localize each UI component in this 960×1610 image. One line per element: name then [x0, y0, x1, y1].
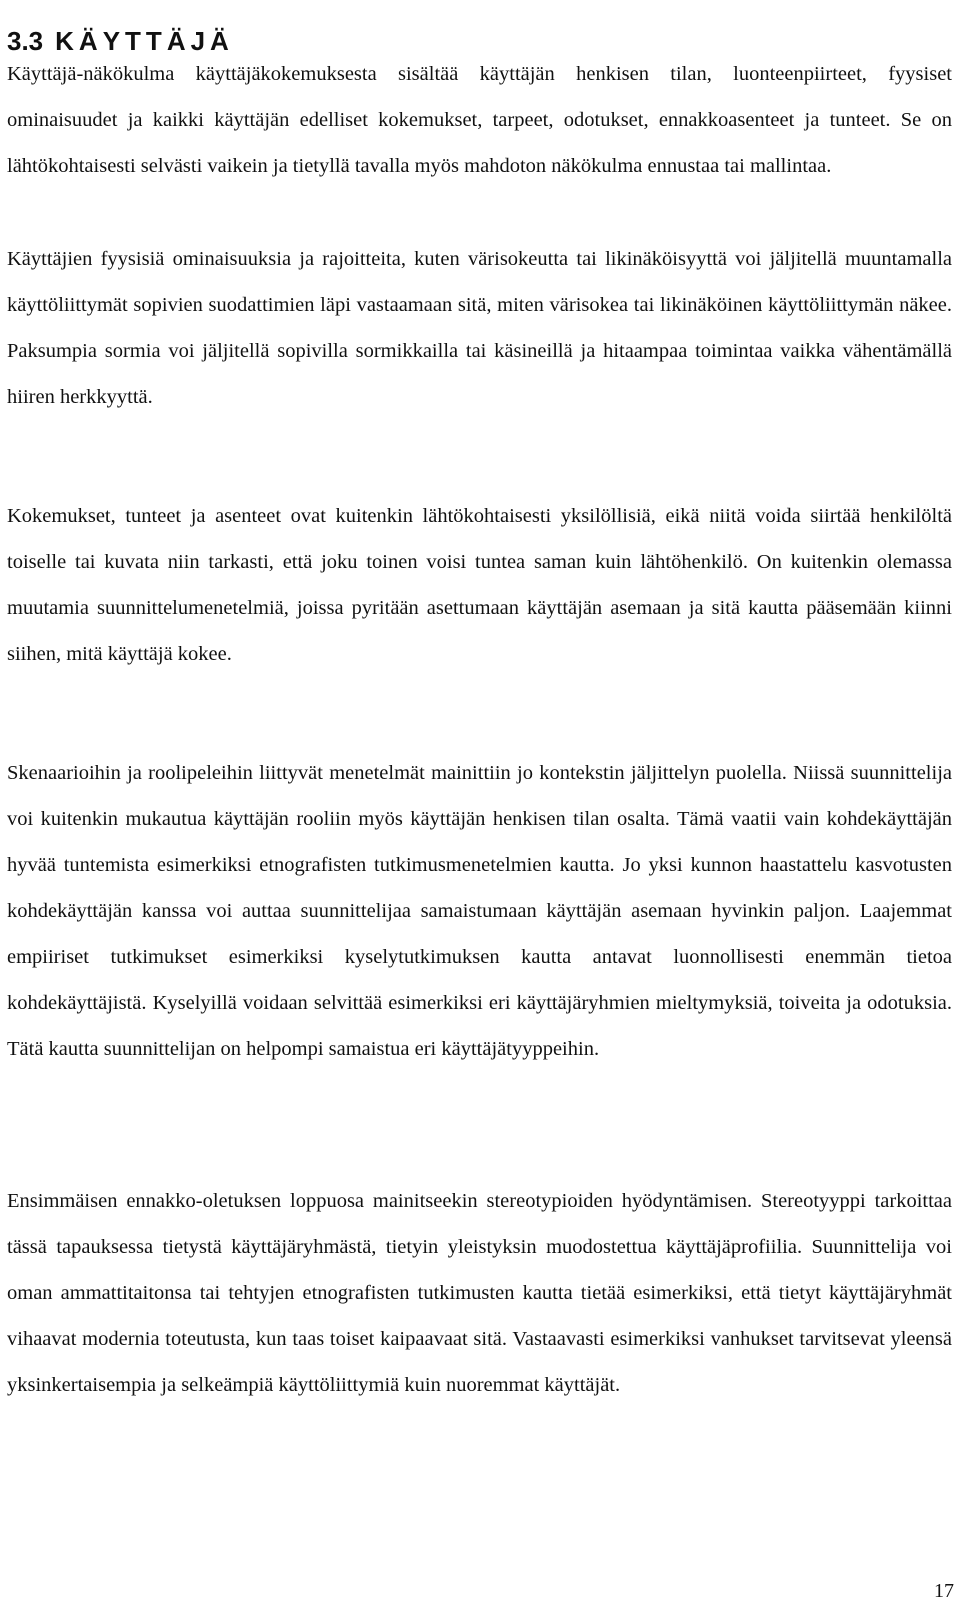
paragraph: Käyttäjien fyysisiä ominaisuuksia ja rajoitteita, kuten värisokeutta tai likinäköisyyttä voi jäljitellä muuntamalla käyttöliittymät sopivien suodattimien läpi vastaamaan sitä, miten värisokea tai likinäköinen käyttöliittymän näkee. Paksumpia sormia voi jäljitellä sopivilla sormikkailla tai käsineillä ja hitaampaa toimintaa vaikka vähentämällä hiiren herkkyyttä. [7, 248, 952, 408]
paragraph: Käyttäjä-näkökulma käyttäjäkokemuksesta sisältää käyttäjän henkisen tilan, luonteenpiirteet, fyysiset ominaisuudet ja kaikki käyttäjän edelliset kokemukset, tarpeet, odotukset, ennakkoasenteet ja tunteet. Se on lähtökohtaisesti selvästi vaikein ja tietyllä tavalla myös mahdoton näkökulma ennustaa tai mallintaa. [7, 63, 952, 177]
paragraph: Kokemukset, tunteet ja asenteet ovat kuitenkin lähtökohtaisesti yksilöllisiä, eikä niitä voida siirtää henkilöltä toiselle tai kuvata niin tarkasti, että joku toinen voisi tuntea saman kuin lähtöhenkilö. On kuitenkin olemassa muutamia suunnittelumenetelmiä, joissa pyritään asettumaan käyttäjän asemaan ja sitä kautta pääsemään kiinni siihen, mitä käyttäjä kokee. [7, 505, 952, 665]
paragraph: Skenaarioihin ja roolipeleihin liittyvät menetelmät mainittiin jo kontekstin jäljittelyn puolella. Niissä suunnittelija voi kuitenkin mukautua käyttäjän rooliin myös käyttäjän henkisen tilan osalta. Tämä vaatii vain kohdekäyttäjän hyvää tuntemista esimerkiksi etnografisten tutkimusmenetelmien kautta. Jo yksi kunnon haastattelu kasvotusten kohdekäyttäjän kanssa voi auttaa suunnittelijaa samaistumaan käyttäjän asemaan hyvinkin paljon. Laajemmat empiiriset tutkimukset esimerkiksi kyselytutkimuksen kautta antavat luonnollisesti enemmän tietoa kohdekäyttäjistä. Kyselyillä voidaan selvittää esimerkiksi eri käyttäjäryhmien mieltymyksiä, toiveita ja odotuksia. Tätä kautta suunnittelijan on helpompi samaistua eri käyttäjätyyppeihin. [7, 762, 952, 1060]
paragraph: Ensimmäisen ennakko-oletuksen loppuosa mainitseekin stereotypioiden hyödyntämisen. Stereotyyppi tarkoittaa tässä tapauksessa tietystä käyttäjäryhmästä, tietyin yleistyksin muodostettua käyttäjäprofiilia. Suunnittelija voi oman ammattitaitonsa tai tehtyjen etnografisten tutkimusten kautta tietää esimerkiksi, että tietyt käyttäjäryhmät vihaavat modernia toteutusta, kun taas toiset kaipaavaat sitä. Vastaavasti esimerkiksi vanhukset tarvitsevat yleensä yksinkertaisempia ja selkeämpiä käyttöliittymiä kuin nuoremmat käyttäjät. [7, 1190, 952, 1396]
section-number: 3.3 [7, 25, 44, 56]
section-title: KÄYTTÄJÄ [55, 25, 234, 56]
page-number: 17 [934, 1580, 954, 1602]
